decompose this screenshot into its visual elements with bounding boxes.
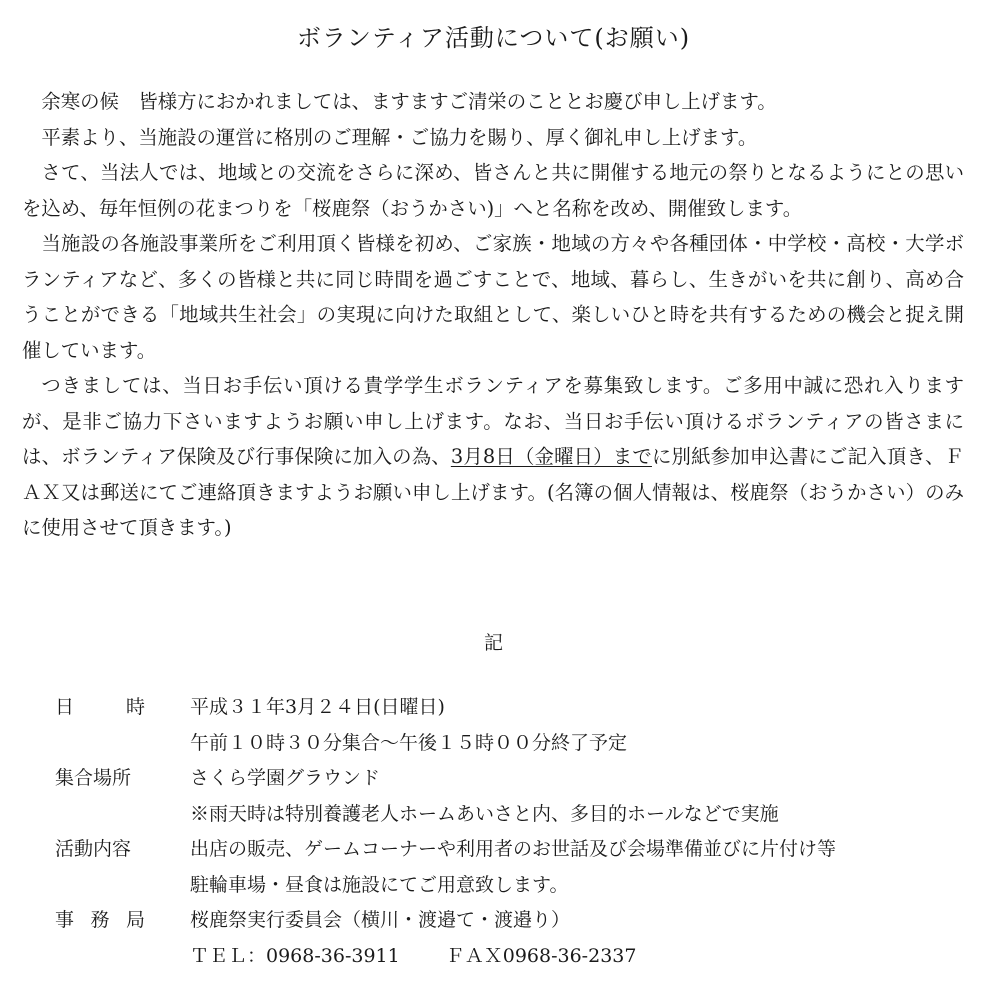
document-title: ボランティア活動について(お願い) [296, 24, 691, 52]
detail-row-rain [55, 797, 975, 833]
date-label: 日 時 [55, 696, 145, 718]
office-label: 事 務 局 [55, 909, 145, 931]
request-text-after: に別紙参加申込書にご記入頂き、ＦＡＸ又は郵送にてご連絡頂きますようお願い申し上げます。(名簿の個人情報は、桜鹿祭（おうかさい）のみに使用させて頂きます。) [22, 445, 964, 539]
deadline-date: 3月8日（金曜日）まで [450, 445, 652, 468]
time-value: 午前１０時３０分集合〜午後１５時００分終了予定 [190, 731, 628, 754]
paragraph-festival: さて、当法人では、地域との交流をさらに深め、皆さんと共に開催する地元の祭りとなるようにとの思いを込め、毎年恒例の花まつりを「桜鹿祭（おうかさい)」へと名称を改め、開催致します。 [22, 161, 964, 220]
rain-note: ※雨天時は特別養護老人ホームあいさと内、多目的ホールなどで実施 [190, 802, 779, 825]
detail-row-time [55, 726, 975, 762]
activity-value: 出店の販売、ゲームコーナーや利用者のお世話及び会場準備並びに片付け等 [190, 838, 837, 860]
paragraph-purpose: 当施設の各施設事業所をご利用頂く皆様を初め、ご家族・地域の方々や各種団体・中学校・高校・大学ボランティアなど、多くの皆様と共に同じ時間を過ごすことで、地域、暮らし、生きがいを共に創り、高め合うことができる「地域共生社会」の実現に向けた取組として、楽しいひと時を共有するための機会と捉え開催しています。 [22, 232, 964, 362]
fax-number: ＦＡＸ0968-36-2337 [445, 944, 637, 967]
paragraph-request [22, 368, 964, 546]
detail-row-parking [55, 868, 975, 904]
ki-heading: 記 [483, 632, 503, 654]
detail-row-contact [55, 939, 975, 975]
detail-row-place [55, 761, 975, 797]
letter-body [22, 84, 964, 546]
paragraph-greeting: 余寒の候 皆様方におかれましては、ますますご清栄のこととお慶び申し上げます。 [41, 90, 777, 113]
detail-row-activity [55, 832, 975, 868]
contact-value [190, 939, 636, 975]
tel-number: ＴＥＬ：0968-36-3911 [190, 944, 400, 967]
parking-note: 駐輪車場・昼食は施設にてご用意致します。 [190, 873, 569, 896]
office-value: 桜鹿祭実行委員会（横川・渡邉て・渡邉り） [190, 909, 571, 931]
detail-row-office [55, 903, 975, 939]
detail-row-date [55, 690, 975, 726]
activity-label: 活動内容 [55, 838, 132, 860]
details-section [55, 690, 975, 974]
paragraph-thanks: 平素より、当施設の運営に格別のご理解・ご協力を賜り、厚く御礼申し上げます。 [41, 125, 758, 149]
date-value: 平成３１年3月２４日(日曜日) [190, 696, 445, 718]
place-value: さくら学園グラウンド [190, 767, 381, 789]
place-label: 集合場所 [55, 767, 132, 789]
request-text-before: つきましては、当日お手伝い頂ける貴学学生ボランティアを募集致します。ご多用中誠に恐れ入りますが、是非ご協力下さいますようお願い申し上げます。なお、当日お手伝い頂けるボランティアの皆さまには、ボランティア保険及び行事保険に加入の為、 [22, 374, 964, 468]
